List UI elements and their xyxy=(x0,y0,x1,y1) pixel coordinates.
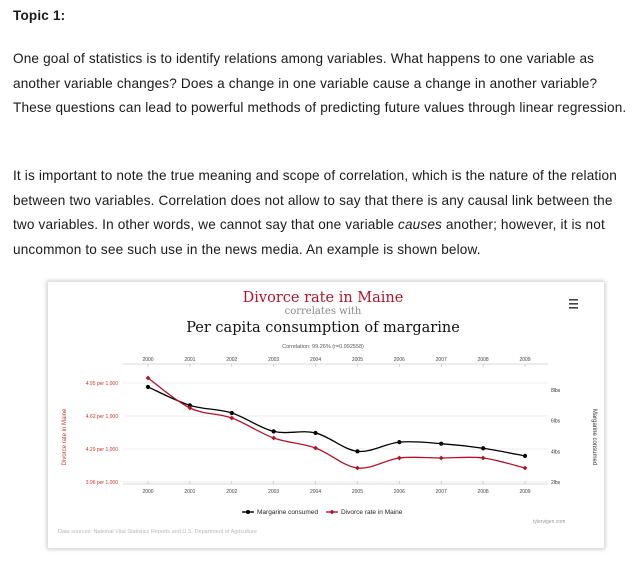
hamburger-menu-icon[interactable] xyxy=(566,296,582,310)
data-source-label: Data sources: National Vital Statistics Reports and U.S. Department of Agriculture xyxy=(58,529,257,535)
y-left-tick-label: 3.96 per 1,000 xyxy=(85,480,118,486)
axis-layer xyxy=(86,357,561,495)
x-top-tick-label: 2008 xyxy=(477,357,489,363)
chart-title-2: Per capita consumption of margarine xyxy=(186,320,460,336)
paragraph-text-after: another; however, it is not uncommon to see such use in the news media. An example is shown below. xyxy=(13,217,605,257)
x-top-tick-label: 2009 xyxy=(519,357,531,363)
x-top-tick-label: 2007 xyxy=(435,357,447,363)
correlation-paragraph xyxy=(13,164,628,262)
y-left-axis-label: Divorce rate in Maine xyxy=(62,408,68,466)
grid-layer xyxy=(123,383,548,482)
y-right-tick-label: 2lbs xyxy=(551,480,561,486)
x-tick-label: 2003 xyxy=(268,489,280,495)
paragraph-text-before: It is important to note the true meaning and scope of correlation, which is the nature of the relation between two variables. Correlation does not allow to say that there is any causal link between the two variables. In other words, we cannot say that one variable xyxy=(13,168,617,232)
x-tick-label: 2001 xyxy=(184,489,196,495)
margarine-series-line xyxy=(148,387,525,456)
margarine-data-point xyxy=(313,431,317,435)
y-left-tick-label: 4.95 per 1,000 xyxy=(85,381,118,387)
chart-title: Divorce rate in Maine xyxy=(242,290,404,306)
legend-item-margarine[interactable] xyxy=(242,509,318,516)
divorce-series-line xyxy=(148,378,525,468)
margarine-data-point xyxy=(523,454,527,458)
margarine-data-point xyxy=(272,429,276,433)
x-top-tick-label: 2005 xyxy=(351,357,364,363)
margarine-data-point xyxy=(481,446,485,450)
margarine-data-point xyxy=(355,449,359,453)
margarine-data-point xyxy=(439,442,443,446)
x-top-tick-label: 2000 xyxy=(142,357,154,363)
margarine-data-point xyxy=(146,385,150,389)
emphasis-causes: causes xyxy=(398,217,442,232)
legend-label-divorce: Divorce rate in Maine xyxy=(341,509,403,516)
divorce-data-point xyxy=(397,456,402,461)
x-top-tick-label: 2001 xyxy=(184,357,196,363)
margarine-data-point xyxy=(230,411,234,415)
x-top-tick-label: 2006 xyxy=(393,357,405,363)
divorce-data-point xyxy=(523,466,528,471)
correlation-label: Correlation: 99.26% (r=0.992558) xyxy=(282,344,364,350)
x-tick-label: 2008 xyxy=(477,489,489,495)
x-top-tick-label: 2003 xyxy=(268,357,280,363)
x-tick-label: 2009 xyxy=(519,489,531,495)
topic-heading: Topic 1: xyxy=(13,8,66,23)
margarine-data-point xyxy=(397,440,401,444)
divorce-data-point xyxy=(481,456,486,461)
x-tick-label: 2007 xyxy=(435,489,447,495)
series-layer xyxy=(146,376,528,471)
legend-item-divorce[interactable] xyxy=(326,509,403,516)
divorce-data-point xyxy=(271,436,276,441)
chart-subtitle: correlates with xyxy=(284,306,362,317)
divorce-data-point xyxy=(313,446,318,451)
y-right-tick-label: 4lbs xyxy=(551,449,561,456)
x-tick-label: 2006 xyxy=(393,489,405,495)
y-right-tick-label: 8lbs xyxy=(551,388,561,394)
y-left-tick-label: 4.62 per 1,000 xyxy=(85,414,118,420)
legend xyxy=(242,509,403,516)
spurious-correlation-chart xyxy=(47,281,605,549)
chart-svg xyxy=(48,282,604,548)
x-top-tick-label: 2004 xyxy=(309,357,322,363)
y-right-axis-label: Margarine consumed xyxy=(591,408,597,466)
x-tick-label: 2004 xyxy=(309,489,322,495)
legend-label-margarine: Margarine consumed xyxy=(257,509,319,516)
x-top-tick-label: 2002 xyxy=(226,357,238,363)
credit-label[interactable]: tylervigen.com xyxy=(533,519,566,525)
y-left-tick-label: 4.29 per 1,000 xyxy=(85,447,118,453)
x-tick-label: 2000 xyxy=(142,489,154,495)
y-right-tick-label: 6lbs xyxy=(551,418,561,425)
divorce-data-point xyxy=(439,456,444,461)
x-tick-label: 2002 xyxy=(226,489,238,495)
divorce-data-point xyxy=(355,466,360,471)
x-tick-label: 2005 xyxy=(351,489,364,495)
intro-paragraph: One goal of statistics is to identify relations among variables. What happens to one variable as another variable changes? Does a change in one variable cause a change in another variable? These questions can lead to powerful methods of predicting future values through linear regression. xyxy=(13,51,627,115)
